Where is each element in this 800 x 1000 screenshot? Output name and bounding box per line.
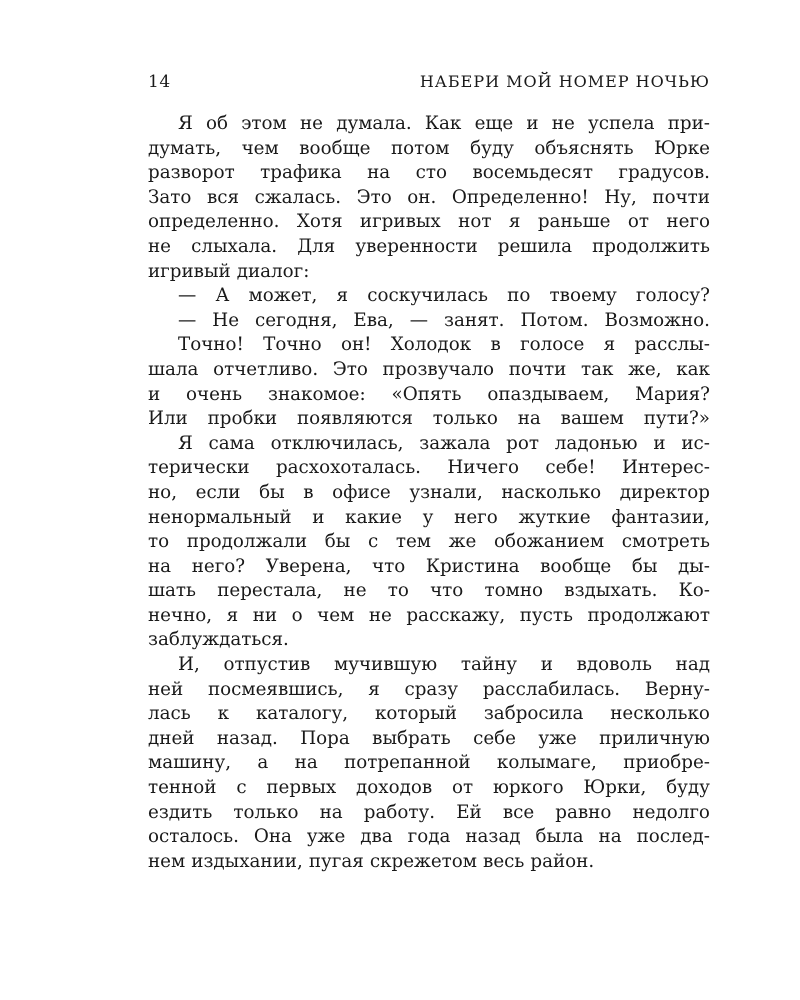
word: вздыхать. <box>564 580 658 602</box>
word: на <box>148 555 172 577</box>
word: не <box>368 604 392 626</box>
word: Потом. <box>520 309 589 331</box>
word: на <box>367 162 391 184</box>
word: — <box>178 285 197 307</box>
word: смотреть <box>621 531 710 553</box>
word: Ничего <box>447 457 519 479</box>
text-line <box>148 555 710 580</box>
word: машину, <box>148 752 232 774</box>
text-line <box>148 678 710 703</box>
text-line <box>148 727 710 752</box>
word: в <box>490 334 501 356</box>
word: него <box>454 506 498 528</box>
body-text <box>148 112 710 874</box>
word: же <box>448 531 477 553</box>
text-line <box>148 776 710 801</box>
word: голосу? <box>635 285 710 307</box>
word: и <box>653 432 666 454</box>
word: голосе <box>520 334 585 356</box>
word: рот <box>506 432 539 454</box>
word: игривых <box>359 211 441 233</box>
word: Зато <box>148 186 192 208</box>
text-line <box>148 850 710 875</box>
word: Она <box>253 826 292 848</box>
text-line <box>148 530 710 555</box>
word: директор <box>619 481 710 503</box>
word: если <box>195 481 241 503</box>
word: соскучилась <box>367 285 488 307</box>
word: недолго <box>632 801 710 823</box>
word: расслабилась. <box>482 678 621 700</box>
word: может, <box>248 285 318 307</box>
word: восемьдесят <box>472 162 593 184</box>
text-line <box>148 604 710 629</box>
word: трафика <box>260 162 342 184</box>
word: приобре- <box>623 752 710 774</box>
word: успела <box>588 113 655 134</box>
word: вообще <box>540 555 612 577</box>
word: себе <box>473 727 516 749</box>
word: сто <box>415 162 448 184</box>
word: — <box>409 309 428 331</box>
word: работу. <box>363 801 436 823</box>
word: Уверена, <box>265 555 352 577</box>
text-line <box>148 235 710 260</box>
word: себе! <box>545 457 596 479</box>
word: юркого <box>492 777 564 799</box>
text-line <box>148 333 710 358</box>
word: то <box>148 531 170 553</box>
word: почти <box>652 186 710 208</box>
word: Как <box>424 113 462 134</box>
text-line <box>148 628 710 653</box>
word: я <box>368 678 380 700</box>
word: очень <box>186 383 243 405</box>
word: на <box>517 408 541 430</box>
word: скрежетом <box>369 850 477 872</box>
word: расслы- <box>634 334 710 356</box>
word: пути?» <box>643 408 710 430</box>
word: с <box>367 531 379 553</box>
word: отпустив <box>223 654 311 676</box>
word: продолжали <box>186 531 308 553</box>
text-line <box>148 186 710 211</box>
word: не <box>299 113 323 134</box>
word: осталось. <box>148 826 239 848</box>
word: слыхала. <box>191 235 278 257</box>
word: жуткие <box>518 506 591 528</box>
word: но, <box>148 481 178 503</box>
running-header <box>148 72 710 102</box>
word: я <box>508 211 521 233</box>
word: мучившую <box>334 654 438 676</box>
word: была <box>535 826 584 848</box>
word: а <box>257 752 269 774</box>
word: какие <box>345 506 402 528</box>
word: не <box>551 113 575 134</box>
book-title-header: НАБЕРИ МОЙ НОМЕР НОЧЬЮ <box>419 72 710 91</box>
word: от <box>452 777 474 799</box>
word: издыхании, <box>191 850 303 872</box>
word: А <box>215 285 230 307</box>
word: объяснять <box>534 137 634 159</box>
word: Юрки, <box>583 777 647 799</box>
word: томно <box>484 580 544 602</box>
word: диалог: <box>236 260 310 282</box>
word: И, <box>178 654 200 676</box>
word: равно <box>555 801 612 823</box>
word: Верну- <box>644 678 710 700</box>
word: Это <box>356 186 392 208</box>
word: узнали, <box>409 481 483 503</box>
word: Или <box>148 408 188 430</box>
text-line <box>148 825 710 850</box>
word: пусть <box>519 604 573 626</box>
word: продолжить <box>592 235 710 257</box>
word: ладонью <box>554 432 638 454</box>
word: с <box>236 777 247 799</box>
word: на <box>319 801 343 823</box>
word: ненормальный <box>148 506 292 528</box>
word: него <box>666 211 710 233</box>
word: только <box>233 801 299 823</box>
word: у <box>422 506 434 528</box>
word: на <box>294 752 318 774</box>
word: я <box>226 604 239 626</box>
word: сама <box>208 432 255 454</box>
book-page <box>148 72 710 874</box>
word: думала. <box>336 113 412 134</box>
word: еще <box>474 113 514 134</box>
word: перестала, <box>217 580 323 602</box>
word: Для <box>297 235 336 257</box>
word: определенно. <box>148 211 280 233</box>
word: буду <box>666 777 710 799</box>
word: сжалась. <box>254 186 342 208</box>
word: Ева, <box>353 309 394 331</box>
word: Я <box>178 432 193 454</box>
text-line <box>148 751 710 776</box>
word: этом <box>241 113 287 134</box>
word: буду <box>470 137 514 159</box>
word: бы <box>631 555 658 577</box>
word: и <box>148 383 161 405</box>
word: почти <box>508 358 567 380</box>
word: думать, <box>148 137 222 159</box>
word: я <box>336 285 349 307</box>
word: он. <box>407 186 437 208</box>
word: каталогу, <box>255 703 349 725</box>
word: от <box>627 211 649 233</box>
word: ней <box>148 678 184 700</box>
text-line <box>148 432 710 457</box>
word: приличную <box>599 727 710 749</box>
word: Возможно. <box>604 309 710 331</box>
word: обожанием <box>493 531 605 553</box>
word: колымаге, <box>496 752 597 774</box>
word: фантазии, <box>611 506 710 528</box>
word: Не <box>212 309 240 331</box>
text-line <box>148 260 710 285</box>
word: опаздываем, <box>487 383 610 405</box>
word: уже <box>538 727 577 749</box>
text-line <box>148 284 710 309</box>
text-line <box>148 407 710 432</box>
word: только <box>432 408 498 430</box>
word: Ей <box>456 801 482 823</box>
word: вдоволь <box>576 654 652 676</box>
word: я <box>603 334 616 356</box>
word: заблуждаться. <box>148 629 289 651</box>
word: над <box>675 654 710 676</box>
word: весь <box>483 850 525 872</box>
word: Кристина <box>425 555 520 577</box>
word: нем <box>148 850 186 872</box>
word: зажала <box>419 432 491 454</box>
word: к <box>217 703 230 725</box>
word: об <box>205 113 228 134</box>
text-line <box>148 653 710 678</box>
word: лась <box>148 703 191 725</box>
word: шала <box>148 358 199 380</box>
word: сразу <box>404 678 459 700</box>
word: и <box>540 654 553 676</box>
word: несколько <box>610 703 710 725</box>
word: тайну <box>460 654 518 676</box>
word: прозвучало <box>382 358 495 380</box>
word: назад. <box>216 727 278 749</box>
word: знакомое: <box>267 383 366 405</box>
text-line <box>148 112 710 137</box>
word: твоему <box>549 285 617 307</box>
text-line <box>148 161 710 186</box>
word: выбрать <box>372 727 451 749</box>
text-line <box>148 579 710 604</box>
word: Ну, <box>604 186 637 208</box>
word: все <box>502 801 535 823</box>
word: градусов. <box>618 162 710 184</box>
word: Я <box>178 113 193 134</box>
word: район. <box>530 850 595 872</box>
word: чем <box>317 604 355 626</box>
word: раньше <box>537 211 611 233</box>
word: о <box>291 604 303 626</box>
word: отчетливо. <box>213 358 319 380</box>
word: назад <box>465 826 521 848</box>
word: продолжают <box>587 604 710 626</box>
word: нечно, <box>148 604 213 626</box>
word: который <box>374 703 457 725</box>
word: появляются <box>296 408 413 430</box>
word: расхохоталась. <box>275 457 421 479</box>
word: расскажу, <box>406 604 506 626</box>
word: вся <box>206 186 240 208</box>
word: то <box>387 580 409 602</box>
word: Пора <box>300 727 350 749</box>
word: так <box>580 358 614 380</box>
text-line <box>148 702 710 727</box>
word: дней <box>148 727 195 749</box>
word: нот <box>458 211 492 233</box>
text-line <box>148 801 710 826</box>
word: ездить <box>148 801 213 823</box>
word: и <box>526 113 539 134</box>
word: что <box>430 580 464 602</box>
word: Ко- <box>678 580 710 602</box>
word: терически <box>148 457 250 479</box>
word: послед- <box>636 826 710 848</box>
word: бы <box>259 481 285 503</box>
word: доходов <box>356 777 433 799</box>
word: «Опять <box>391 383 462 405</box>
word: Хотя <box>296 211 343 233</box>
word: игривый <box>148 260 231 282</box>
word: решила <box>497 235 572 257</box>
word: Точно <box>263 334 322 356</box>
text-line <box>148 210 710 235</box>
word: бы <box>324 531 351 553</box>
word: насколько <box>501 481 602 503</box>
word: в <box>303 481 314 503</box>
text-line <box>148 309 710 334</box>
word: на <box>598 826 622 848</box>
word: него? <box>191 555 246 577</box>
word: забросила <box>483 703 584 725</box>
word: по <box>507 285 531 307</box>
text-line <box>148 137 710 162</box>
text-line <box>148 506 710 531</box>
word: не <box>343 580 367 602</box>
word: Мария? <box>635 383 710 405</box>
word: уже <box>306 826 346 848</box>
text-line <box>148 456 710 481</box>
word: Это <box>332 358 368 380</box>
word: Интерес- <box>621 457 710 479</box>
word: ис- <box>681 432 710 454</box>
word: вашем <box>560 408 624 430</box>
word: — <box>178 309 197 331</box>
word: тенной <box>148 777 217 799</box>
word: не <box>148 235 172 257</box>
word: уверенности <box>355 235 478 257</box>
word: отключилась, <box>270 432 404 454</box>
word: пугая <box>308 850 364 872</box>
word: он! <box>340 334 372 356</box>
word: разворот <box>148 162 235 184</box>
word: пробки <box>207 408 278 430</box>
word: как <box>676 358 710 380</box>
page-number: 14 <box>148 72 171 92</box>
word: Определенно! <box>451 186 589 208</box>
word: первых <box>266 777 337 799</box>
word: ни <box>252 604 278 626</box>
word: при- <box>667 113 710 134</box>
word: посмеявшись, <box>207 678 344 700</box>
word: потом <box>390 137 450 159</box>
word: два <box>360 826 393 848</box>
word: шать <box>148 580 196 602</box>
word: же, <box>628 358 662 380</box>
word: Юрке <box>654 137 710 159</box>
word: Холодок <box>390 334 472 356</box>
word: и <box>312 506 325 528</box>
word: ды- <box>677 555 710 577</box>
word: вообще <box>299 137 371 159</box>
text-line <box>148 481 710 506</box>
word: что <box>372 555 406 577</box>
text-line <box>148 383 710 408</box>
word: тем <box>395 531 432 553</box>
word: занят. <box>443 309 505 331</box>
word: офисе <box>332 481 391 503</box>
word: года <box>407 826 451 848</box>
word: потрепанной <box>344 752 471 774</box>
text-line <box>148 358 710 383</box>
word: чем <box>241 137 279 159</box>
word: Точно! <box>178 334 244 356</box>
word: сегодня, <box>254 309 338 331</box>
